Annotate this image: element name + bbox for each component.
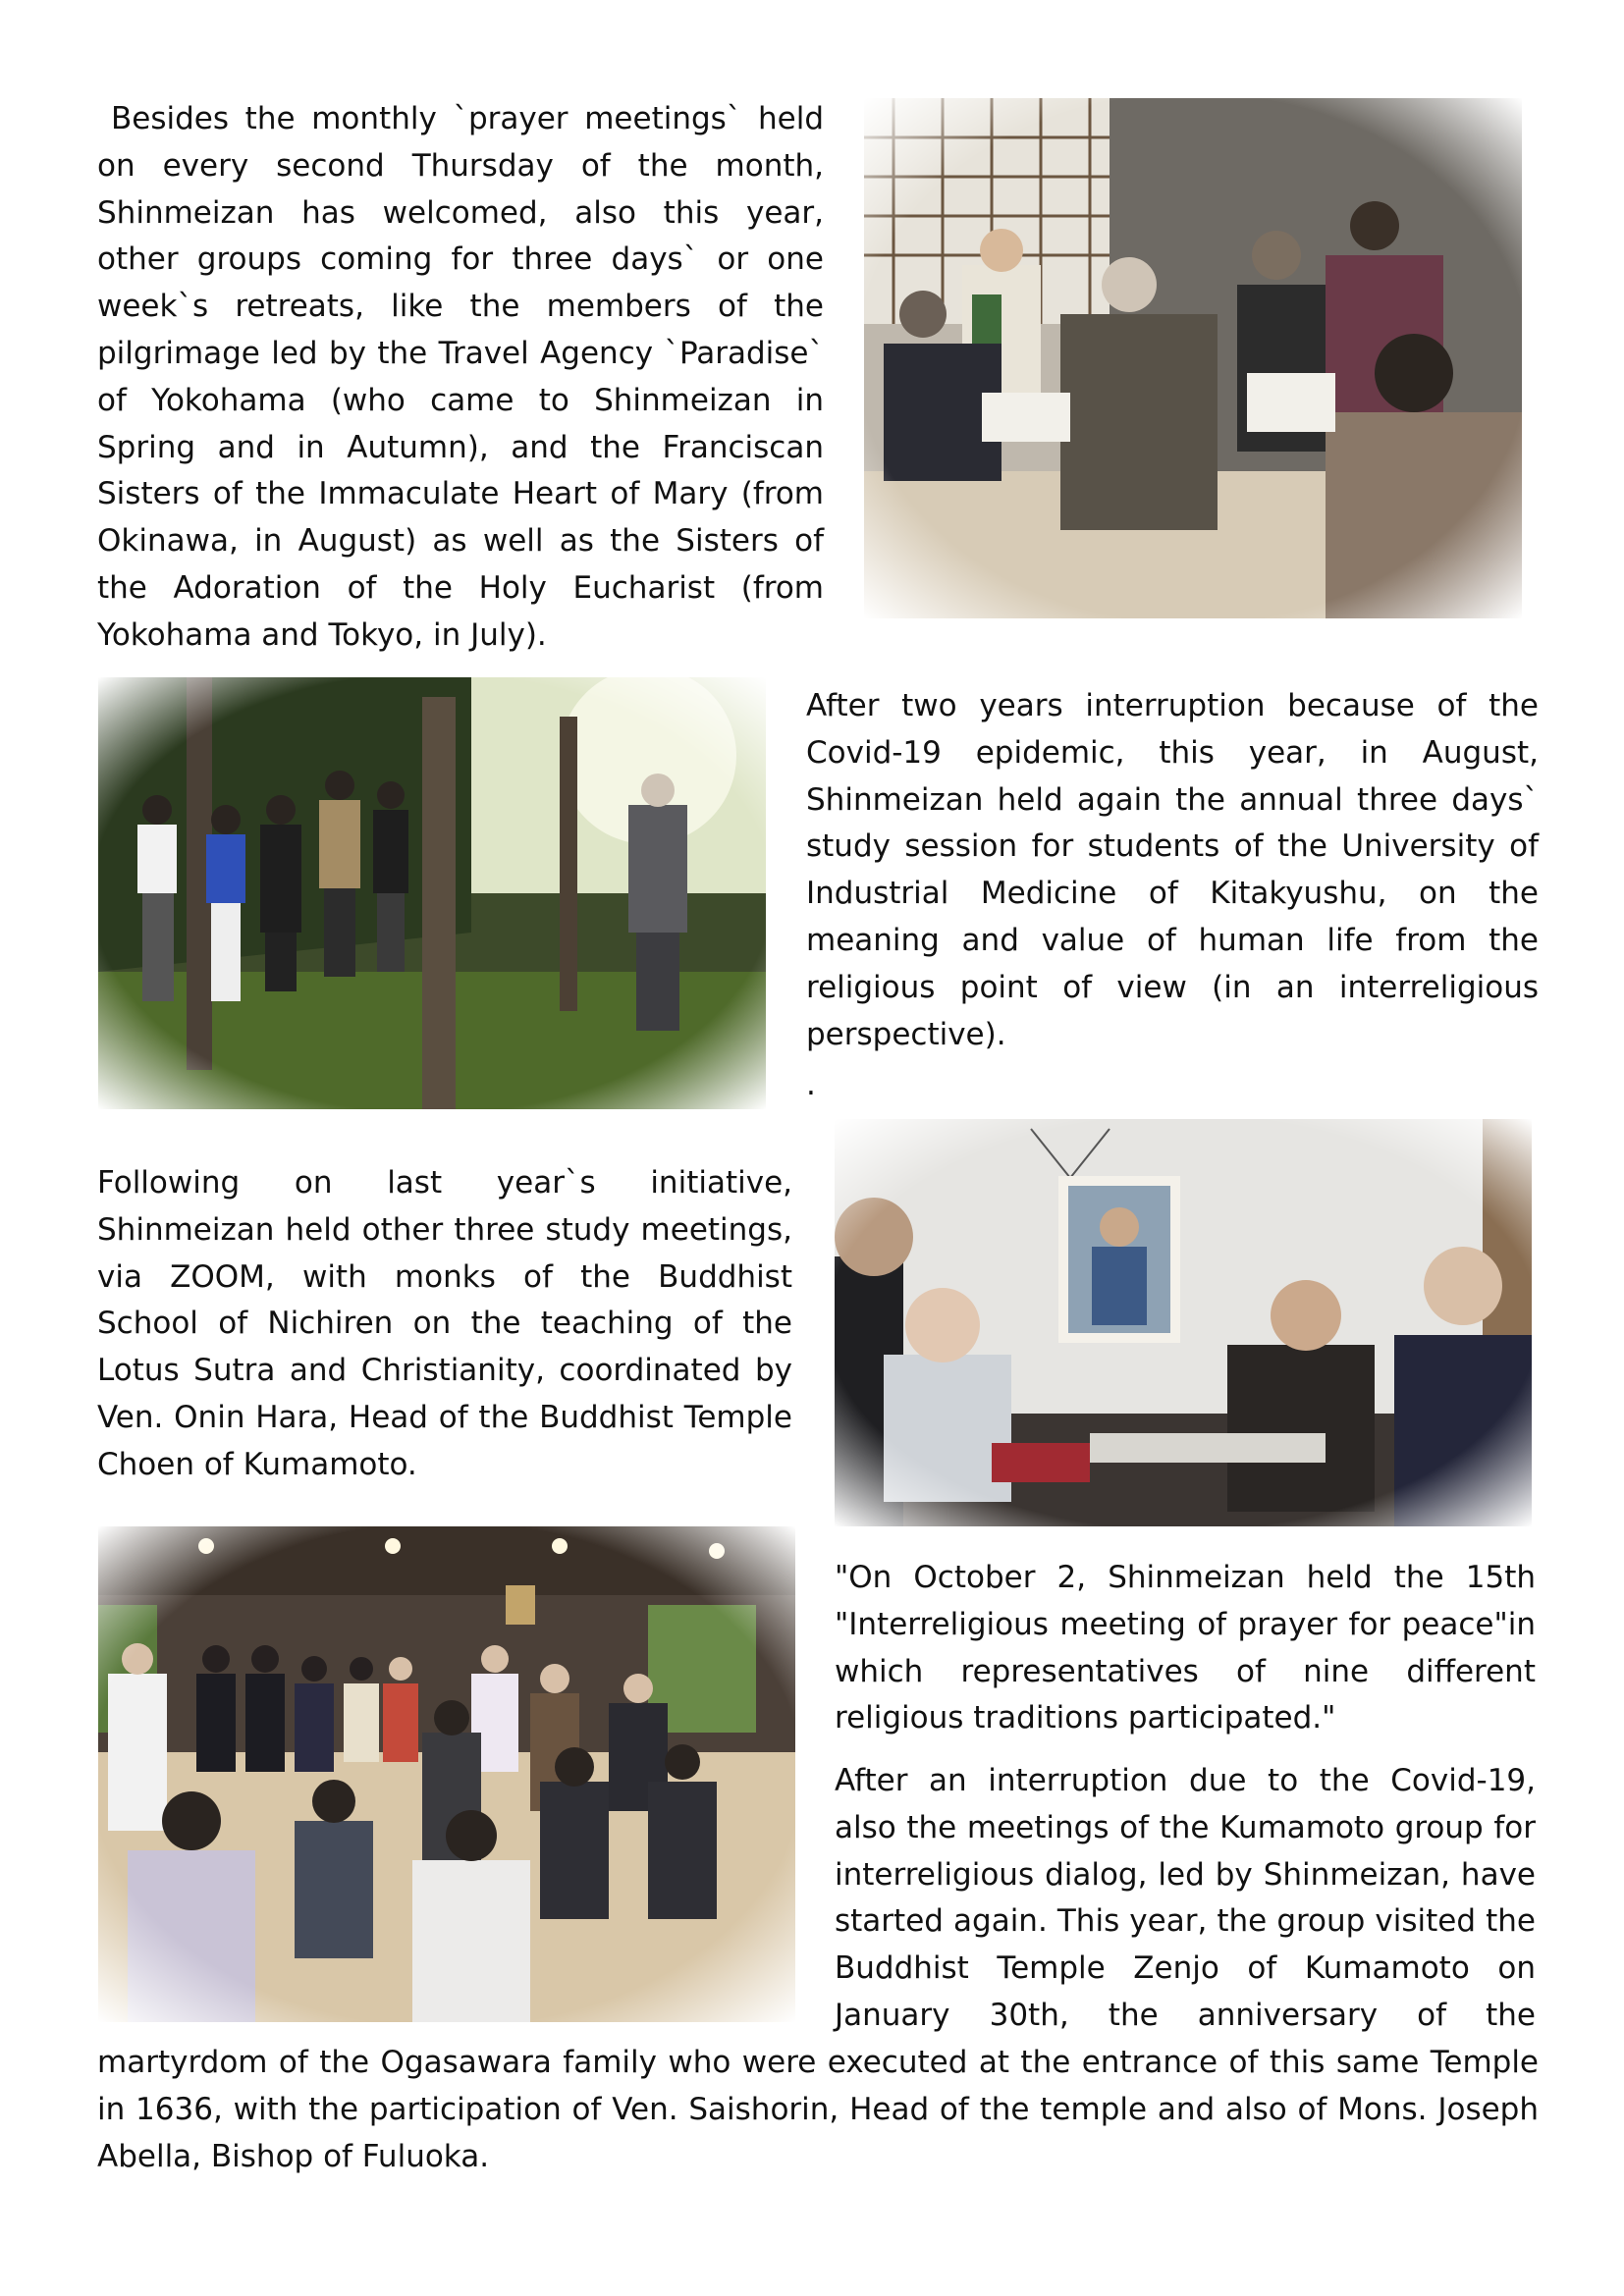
paragraph-dot: . [806,1067,816,1102]
paragraph-peace-meeting: "On October 2, Shinmeizan held the 15th "Interreligious meeting of prayer for peace"in which representatives of nine different religious traditions participated." [835,1560,1536,1736]
paragraph-zoom-meetings: Following on last year`s initiative, Shinmeizan held other three study meetings, via ZOOM, with monks of the Buddhist School of Nichiren on the teaching of the Lotus Sutra and Christianity, coordinated by Ven. Onin Hara, Head of the Buddhist Temple Choen of Kumamoto. [97,1165,792,1482]
paragraph-study-session: After two years interruption because of the Covid-19 epidemic, this year, in August, Shinmeizan held again the annual three days` study session for students of the University of Industrial Medicine of Kitakyushu, on the meaning and value of human life from the religious point of view (in an interreligious perspective). [806,688,1539,1052]
photo-students-outdoors [98,677,766,1109]
photo-interreligious-meeting [98,1526,795,2022]
photo-prayer-meeting [864,98,1522,618]
paragraph-retreats: Besides the monthly `prayer meetings` held on every second Thursday of the month, Shinmeizan has welcomed, also this year, other groups coming for three days` or one week`s retreats, like the members of the pilgrimage led by the Travel Agency `Paradise` of Yokohama (who came to Shinmeizan in Spring and in Autumn), and the Franciscan Sisters of the Immaculate Heart of Mary (from Okinawa, in August) as well as the Sisters of the Adoration of the Holy Eucharist (from Yokohama and Tokyo, in July). [97,101,824,653]
paragraph-kumamoto-group: After an interruption due to the Covid-19, also the meetings of the Kumamoto group for interreligious dialog, led by Shinmeizan, have started again. This year, the group visited the Buddhist Temple Zenjo of Kumamoto on January 30th, the anniversary of the [835,1763,1536,2033]
photo-zoom-meeting [835,1119,1532,1526]
paragraph-kumamoto-group-continued: martyrdom of the Ogasawara family who were executed at the entrance of this same Temple in 1636, with the participation of Ven. Saishorin, Head of the temple and also of Mons. Joseph Abella, Bishop of Fuluoka. [97,2045,1539,2174]
